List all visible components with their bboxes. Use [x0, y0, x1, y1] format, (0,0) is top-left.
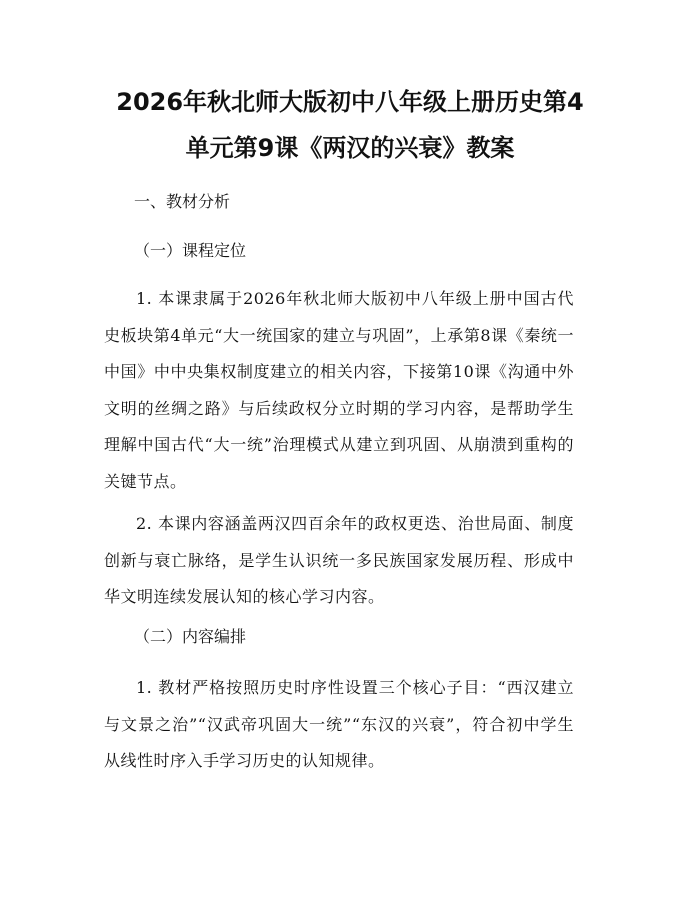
- paragraph-course-positioning-1: 1. 本课隶属于2026年秋北师大版初中八年级上册中国古代史板块第4单元“大一统国家的建立与巩固”，上承第8课《秦统一中国》中中央集权制度建立的相关内容，下接第10课《沟通中外文明的丝绸之路》与后续政权分立时期的学习内容，是帮助学生理解中国古代“大一统”治理模式从建立到巩固、从崩溃到重构的关键节点。: [104, 289, 574, 491]
- subsection-heading-content-arrangement: （二）内容编排: [134, 627, 247, 646]
- subsection-heading-course-positioning: （一）课程定位: [134, 241, 247, 260]
- document-title-line-1: 2026年秋北师大版初中八年级上册历史第4: [116, 88, 584, 116]
- document-title-line-2: 单元第9课《两汉的兴衰》教案: [185, 134, 515, 162]
- paragraph-content-arrangement-1: 1. 教材严格按照历史时序性设置三个核心子目：“西汉建立与文景之治”“汉武帝巩固大一统”“东汉的兴衰”，符合初中学生从线性时序入手学习历史的认知规律。: [104, 678, 574, 770]
- paragraph-course-positioning-2: 2. 本课内容涵盖两汉四百余年的政权更迭、治世局面、制度创新与衰亡脉络，是学生认识统一多民族国家发展历程、形成中华文明连续发展认知的核心学习内容。: [104, 514, 574, 606]
- section-heading-teaching-material-analysis: 一、教材分析: [134, 192, 231, 211]
